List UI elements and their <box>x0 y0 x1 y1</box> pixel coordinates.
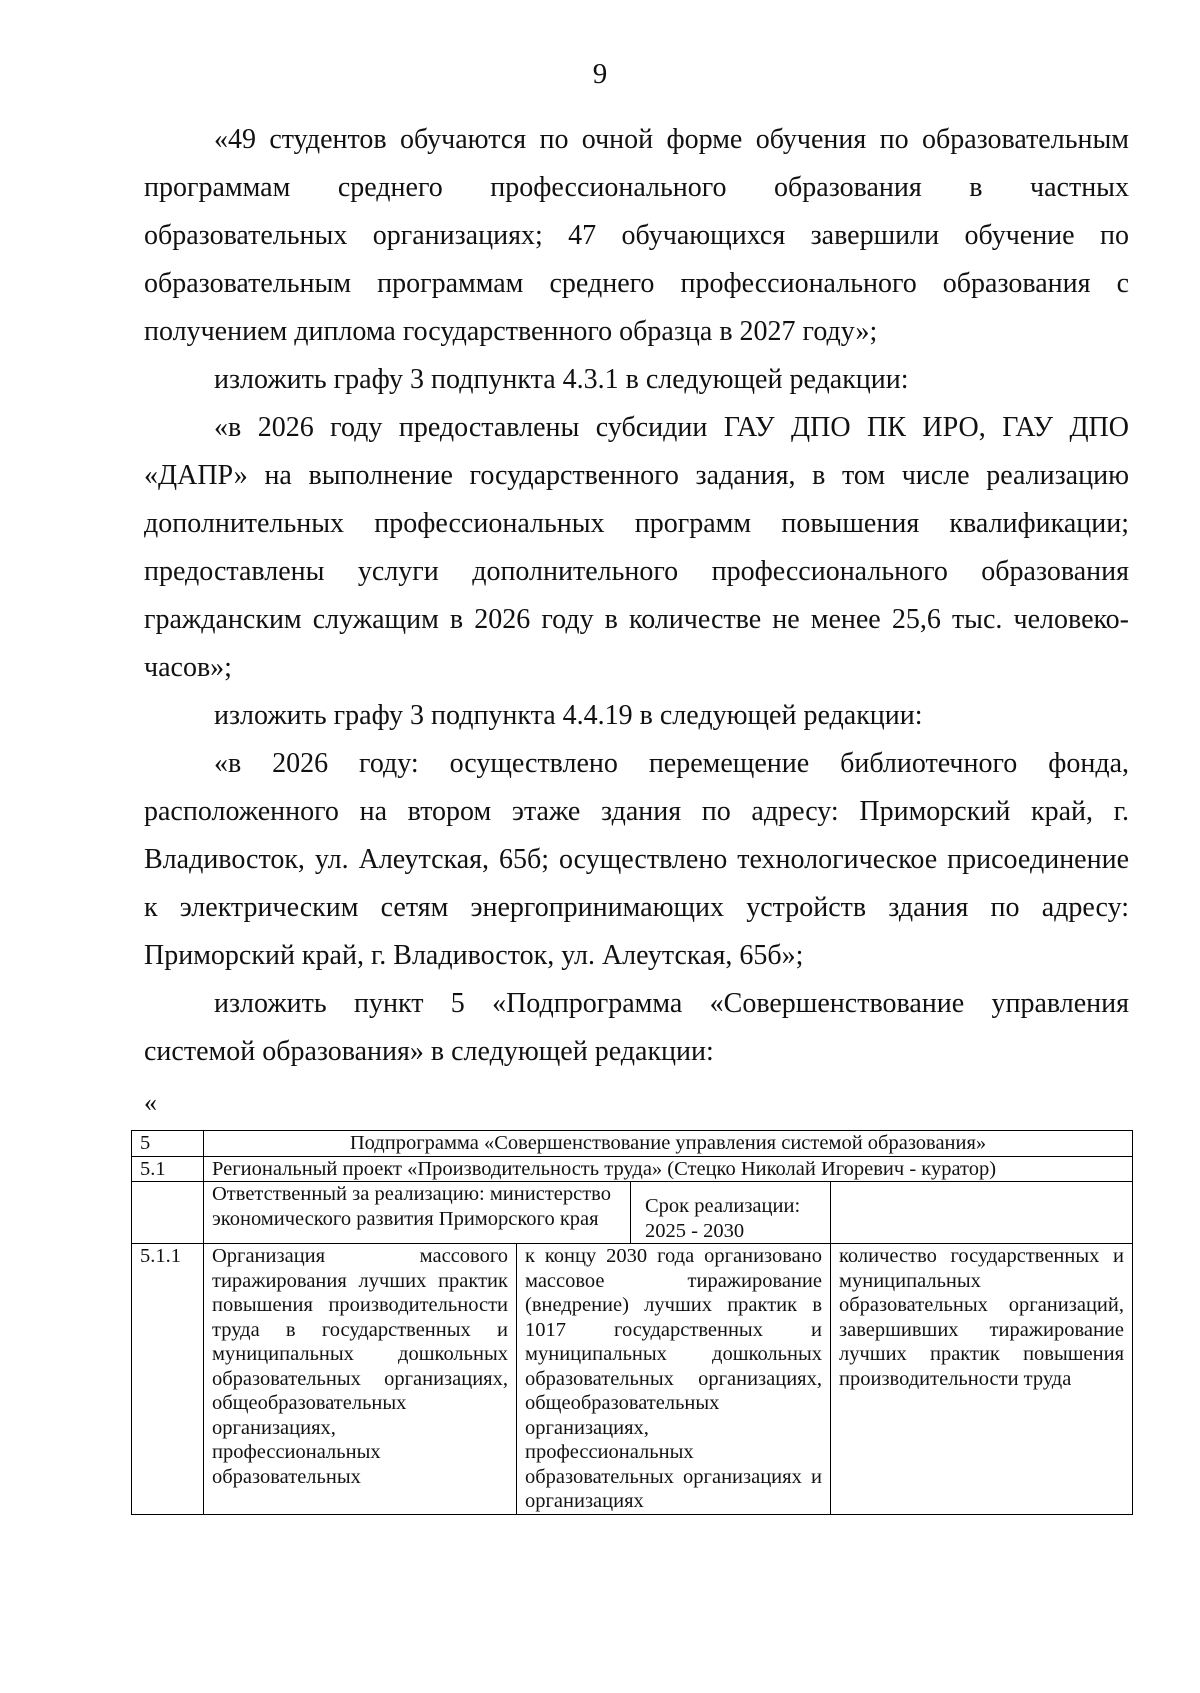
table-row <box>132 1182 1133 1244</box>
responsible-cell <box>204 1182 831 1244</box>
event-description: Организация массового тиражирования лучших практик повышения производительности труда в государственных и муниципальных дошкольных образовательных организациях, общеобразовательных организациях, профессиональных образовательных <box>204 1244 517 1515</box>
table-row <box>132 1156 1133 1182</box>
expected-result: к концу 2030 года организовано массовое тиражирование (внедрение) лучших практик в 1017 государственных и муниципальных дошкольных образовательных организациях, общеобразовательных организациях, профессиональных образовательных организациях и организациях <box>517 1244 831 1515</box>
paragraph-instruction-4-3-1: изложить графу 3 подпункта 4.3.1 в следующей редакции: <box>214 364 909 395</box>
document-body <box>144 116 1129 1076</box>
row-number: 5 <box>132 1131 204 1157</box>
paragraph-students: «49 студентов обучаются по очной форме обучения по образовательным программам среднего профессионального образования в частных образовательных организациях; 47 обучающихся завершили обучение по образовательным программам среднего профессионального образования с получением диплома государственного образца в 2027 году»; <box>144 124 1129 347</box>
open-quote: « <box>144 1088 157 1117</box>
paragraph-subsidies: «в 2026 году предоставлены субсидии ГАУ ДПО ПК ИРО, ГАУ ДПО «ДАПР» на выполнение государственного задания, в том числе реализацию дополнительных профессиональных программ повышения квалификации; предоставлены услуги дополнительного профессионального образования гражданским служащим в 2026 году в количестве не менее 25,6 тыс. человеко-часов»; <box>144 412 1129 683</box>
subprogram-title: Подпрограмма «Совершенствование управления системой образования» <box>204 1131 1133 1157</box>
table-row <box>132 1131 1133 1157</box>
project-title: Региональный проект «Производительность труда» (Стецко Николай Игоревич - куратор) <box>204 1156 1133 1182</box>
row-number: 5.1 <box>132 1156 204 1182</box>
deadline-text: Срок реализации: 2025 - 2030 <box>630 1182 830 1243</box>
indicator: количество государственных и муниципальных образовательных организаций, завершивших тиражирование лучших практик повышения производительности труда <box>831 1244 1133 1515</box>
empty-cell <box>132 1182 204 1244</box>
paragraph-library: «в 2026 году: осуществлено перемещение библиотечного фонда, расположенного на втором этаже здания по адресу: Приморский край, г. Владивосток, ул. Алеутская, 65б; осуществлено технологическое присоединение к электрическим сетям энергопринимающих устройств здания по адресу: Приморский край, г. Владивосток, ул. Алеутская, 65б»; <box>144 748 1129 971</box>
table-row <box>132 1244 1133 1515</box>
paragraph-instruction-4-4-19: изложить графу 3 подпункта 4.4.19 в следующей редакции: <box>214 700 923 731</box>
responsible-right-cell <box>831 1182 1133 1244</box>
page-number: 9 <box>592 58 608 90</box>
paragraph-instruction-item-5: изложить пункт 5 «Подпрограмма «Совершенствование управления системой образования» в следующей редакции: <box>144 988 1129 1067</box>
responsible-text: Ответственный за реализацию: министерство экономического развития Приморского края <box>212 1183 611 1230</box>
subprogram-table <box>131 1130 1133 1515</box>
row-number: 5.1.1 <box>132 1244 204 1515</box>
